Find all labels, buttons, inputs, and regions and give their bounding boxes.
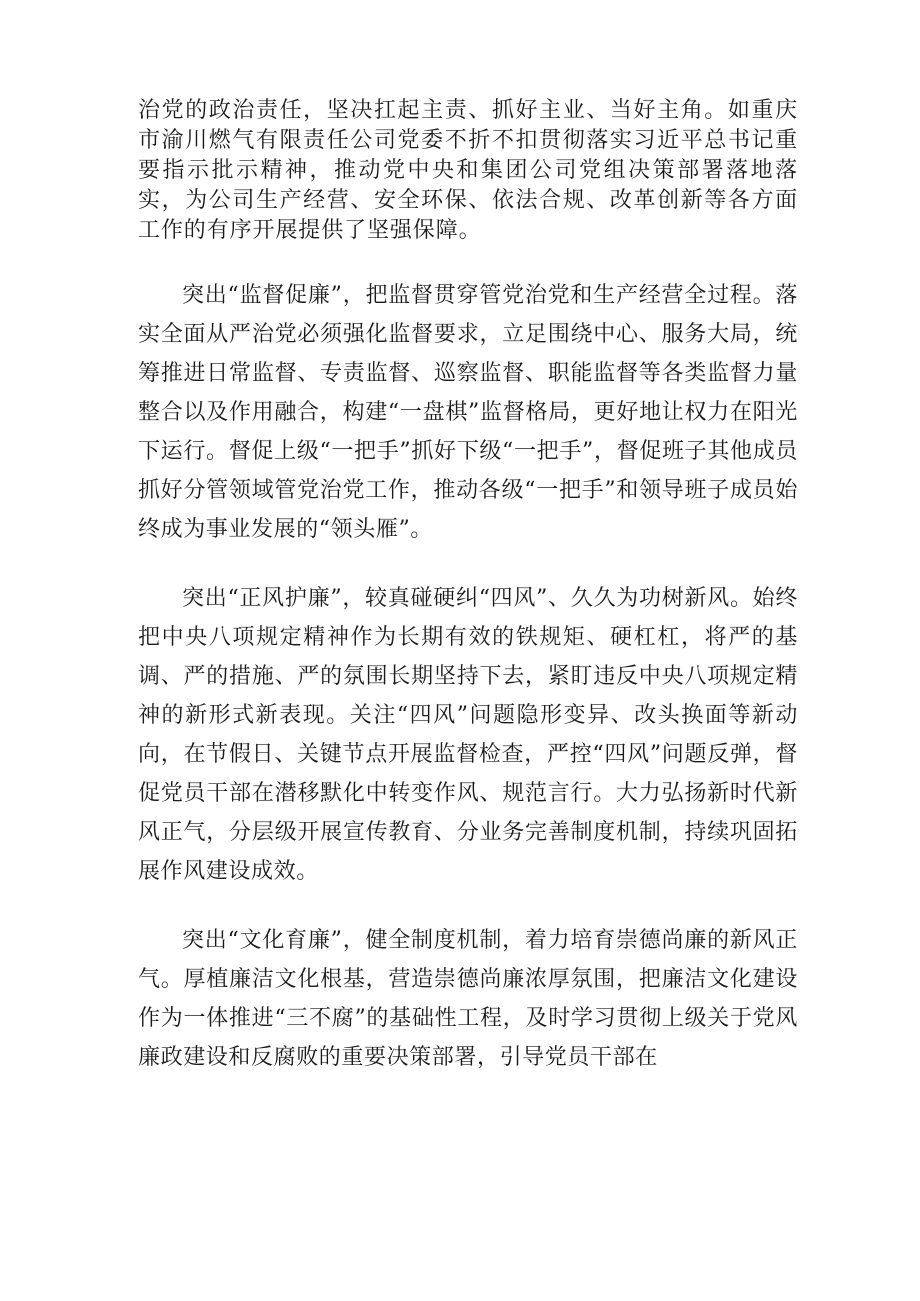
paragraph-continuation: 治党的政治责任，坚决扛起主责、抓好主业、当好主角。如重庆市渝川燃气有限责任公司党委不折不扣贯彻落实习近平总书记重要指示批示精神，推动党中央和集团公司党组决策部署落地落实，为公司生产经营、安全环保、依法合规、改革创新等各方面工作的有序开展提供了坚强保障。: [138, 98, 798, 243]
paragraph-supervision: 突出“监督促廉”，把监督贯穿管党治党和生产经营全过程。落实全面从严治党必须强化监督要求，立足围绕中心、服务大局，统筹推进日常监督、专责监督、巡察监督、职能监督等各类监督力量整合以及作用融合，构建“一盘棋”监督格局，更好地让权力在阳光下运行。督促上级“一把手”抓好下级“一把手”，督促班子其他成员抓好分管领域管党治党工作，推动各级“一把手”和领导班子成员始终成为事业发展的“领头雁”。: [138, 283, 798, 542]
document-page: [138, 96, 798, 1107]
paragraph-style-rectification: 突出“正风护廉”，较真碰硬纠“四风”、久久为功树新风。始终把中央八项规定精神作为长期有效的铁规矩、硬杠杠，将严的基调、严的措施、严的氛围长期坚持下去，紧盯违反中央八项规定精神的新形式新表现。关注“四风”问题隐形变异、改头换面等新动向，在节假日、关键节点开展监督检查，严控“四风”问题反弹，督促党员干部在潜移默化中转变作风、规范言行。大力弘扬新时代新风正气，分层级开展宣传教育、分业务完善制度机制，持续巩固拓展作风建设成效。: [138, 586, 798, 884]
paragraph-culture: 突出“文化育廉”，健全制度机制，着力培育崇德尚廉的新风正气。厚植廉洁文化根基，营造崇德尚廉浓厚氛围，把廉洁文化建设作为一体推进“三不腐”的基础性工程，及时学习贯彻上级关于党风廉政建设和反腐败的重要决策部署，引导党员干部在: [138, 928, 798, 1070]
